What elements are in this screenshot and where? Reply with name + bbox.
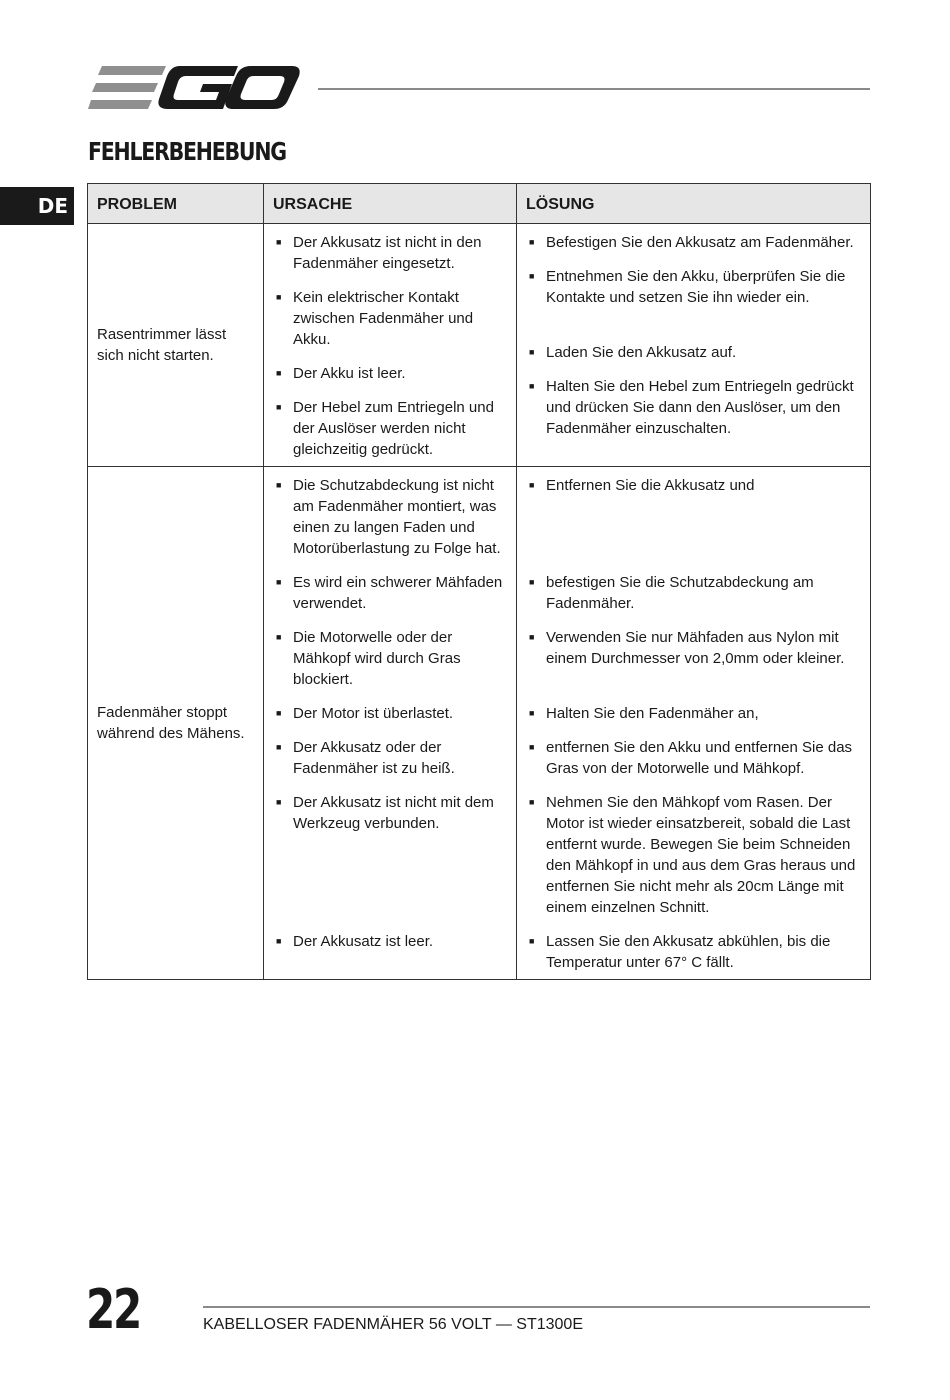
solution-item: ■ Laden Sie den Akkusatz auf. — [529, 344, 737, 361]
bullet-square-icon: ■ — [529, 480, 535, 490]
language-tab: DE — [0, 187, 74, 225]
bullet-square-icon: ■ — [276, 402, 282, 412]
bullet-square-icon: ■ — [529, 381, 535, 391]
cause-item: ■ Die Motorwelle oder der Mähkopf wird durch Gras blockiert. — [276, 629, 461, 688]
bullet-square-icon: ■ — [276, 237, 282, 247]
troubleshooting-table — [87, 183, 871, 980]
bullet-square-icon: ■ — [529, 237, 535, 247]
cause-item: ■ Der Akkusatz ist leer. — [276, 933, 434, 950]
bullet-square-icon: ■ — [529, 936, 535, 946]
header-problem: PROBLEM — [88, 184, 264, 224]
table-row — [88, 224, 871, 467]
bullet-square-icon: ■ — [529, 577, 535, 587]
bullet-square-icon: ■ — [529, 742, 535, 752]
table-header-row — [88, 184, 871, 224]
cause-item: ■ Der Hebel zum Entriegeln und der Auslöser werden nicht gleichzeitig gedrückt. — [276, 399, 494, 458]
header-divider — [318, 88, 870, 90]
cause-item: ■ Es wird ein schwerer Mähfaden verwendet. — [276, 574, 503, 612]
cause-item: ■ Der Motor ist überlastet. — [276, 705, 454, 722]
header-cause: URSACHE — [264, 184, 517, 224]
bullet-square-icon: ■ — [276, 368, 282, 378]
solution-item: ■ Halten Sie den Hebel zum Entriegeln gedrückt und drücken Sie dann den Auslöser, um den Fadenmäher einzuschalten. — [529, 378, 854, 437]
solution-item: ■ Halten Sie den Fadenmäher an, — [529, 705, 759, 722]
bullet-square-icon: ■ — [276, 742, 282, 752]
solution-item: ■ entfernen Sie den Akku und entfernen Sie das Gras von der Motorwelle und Mähkopf. — [529, 739, 853, 777]
page-number: 22 — [86, 1278, 140, 1341]
solution-item: ■ Nehmen Sie den Mähkopf vom Rasen. Der Motor ist wieder einsatzbereit, sobald die Last entfernt wurde. Bewegen Sie beim Schneiden den Mähkopf in und aus dem Gras heraus und entfernen Sie nicht mehr als 20cm Länge mit einem einzelnen Schnitt. — [529, 794, 856, 916]
cause-cell — [264, 224, 517, 467]
cause-item: ■ Der Akku ist leer. — [276, 365, 406, 382]
solution-item: ■ befestigen Sie die Schutzabdeckung am Fadenmäher. — [529, 574, 814, 612]
cause-item: ■ Die Schutzabdeckung ist nicht am Fadenmäher montiert, was einen zu langen Faden und Motorüberlastung zu Folge hat. — [276, 477, 501, 557]
cause-item: ■ Kein elektrischer Kontakt zwischen Fadenmäher und Akku. — [276, 289, 474, 348]
section-title: FEHLERBEHEBUNG — [88, 137, 286, 166]
footer-divider — [203, 1306, 870, 1308]
bullet-square-icon: ■ — [529, 347, 535, 357]
cause-item: ■ Der Akkusatz oder der Fadenmäher ist zu heiß. — [276, 739, 455, 777]
solution-item: ■ Entfernen Sie die Akkusatz und — [529, 477, 755, 494]
bullet-square-icon: ■ — [529, 632, 535, 642]
solution-item: ■ Befestigen Sie den Akkusatz am Fadenmäher. — [529, 234, 854, 251]
table-row — [88, 467, 871, 980]
solution-cell — [517, 224, 871, 467]
bullet-square-icon: ■ — [276, 708, 282, 718]
bullet-square-icon: ■ — [276, 292, 282, 302]
bullet-square-icon: ■ — [276, 577, 282, 587]
bullet-square-icon: ■ — [529, 271, 535, 281]
bullet-square-icon: ■ — [276, 480, 282, 490]
problem-cell: Fadenmäher stoppt während des Mähens. — [88, 467, 264, 980]
problem-cell: Rasentrimmer lässt sich nicht starten. — [88, 224, 264, 467]
bullet-square-icon: ■ — [529, 708, 535, 718]
bullet-square-icon: ■ — [276, 936, 282, 946]
cause-cell — [264, 467, 517, 980]
solution-item: ■ Verwenden Sie nur Mähfaden aus Nylon mit einem Durchmesser von 2,0mm oder kleiner. — [529, 629, 845, 667]
solution-item: ■ Entnehmen Sie den Akku, überprüfen Sie die Kontakte und setzen Sie ihn wieder ein. — [529, 268, 846, 306]
bullet-square-icon: ■ — [276, 797, 282, 807]
cause-item: ■ Der Akkusatz ist nicht mit dem Werkzeug verbunden. — [276, 794, 494, 832]
bullet-square-icon: ■ — [529, 797, 535, 807]
cause-item: ■ Der Akkusatz ist nicht in den Fadenmäher eingesetzt. — [276, 234, 482, 272]
ego-logo — [88, 64, 300, 112]
solution-item: ■ Lassen Sie den Akkusatz abkühlen, bis die Temperatur unter 67° C fällt. — [529, 933, 831, 971]
solution-cell — [517, 467, 871, 980]
bullet-square-icon: ■ — [276, 632, 282, 642]
header-solution: LÖSUNG — [517, 184, 871, 224]
footer-product-title: KABELLOSER FADENMÄHER 56 VOLT — ST1300E — [203, 1316, 583, 1333]
